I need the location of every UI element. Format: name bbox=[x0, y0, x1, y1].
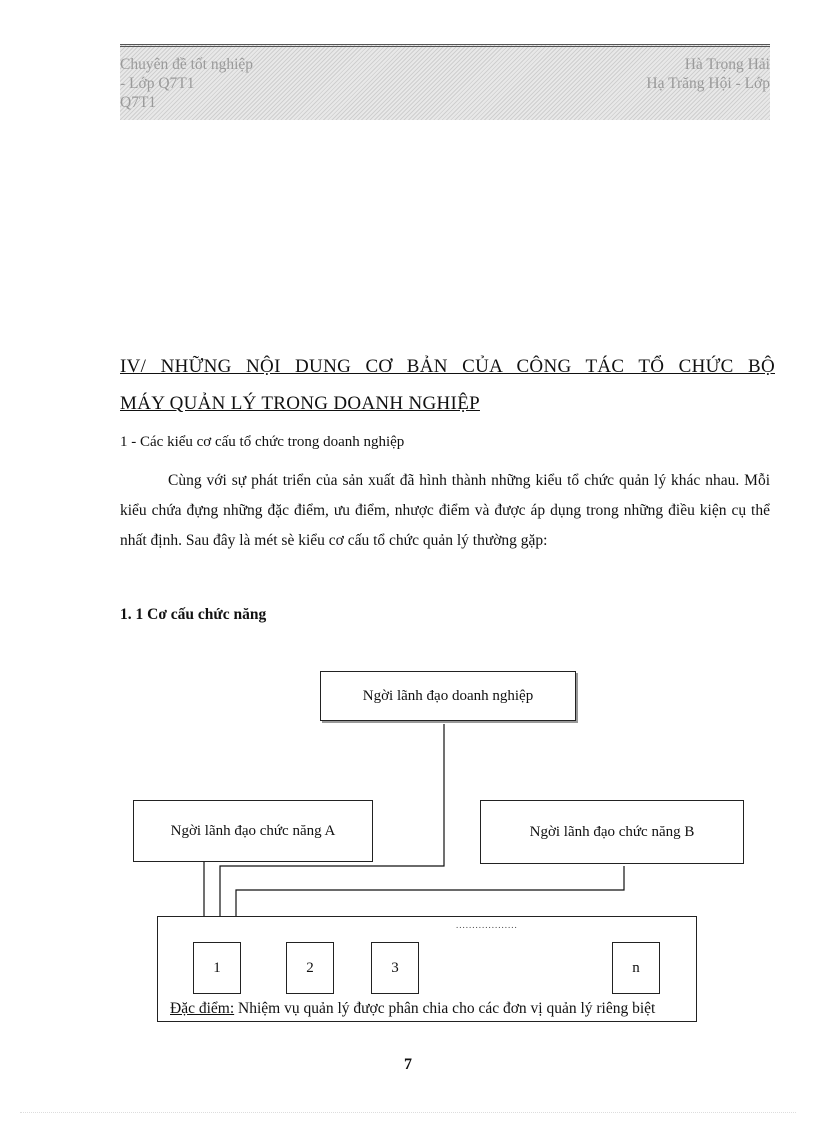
subheading: 1 - Các kiểu cơ cấu tổ chức trong doanh nghiệp bbox=[120, 434, 405, 450]
unit-box bbox=[286, 942, 334, 994]
unit-label: 2 bbox=[306, 959, 314, 976]
header-left-line: Q7T1 bbox=[120, 94, 157, 111]
header-right-line: Hạ Trăng Hội - Lớp bbox=[646, 75, 770, 92]
ceo-box bbox=[320, 671, 576, 721]
page-number: 7 bbox=[404, 1056, 412, 1073]
subsection-title: 1. 1 Cơ cấu chức năng bbox=[120, 606, 267, 623]
unit-box bbox=[371, 942, 419, 994]
function-b-label: Ngời lãnh đạo chức năng B bbox=[529, 823, 695, 840]
footer-divider bbox=[20, 1112, 796, 1113]
function-a-box bbox=[133, 800, 373, 862]
unit-box bbox=[612, 942, 660, 994]
section-heading-line-2: MÁY QUẢN LÝ TRONG DOANH NGHIỆP bbox=[120, 393, 480, 414]
body-paragraph: Cùng với sự phát triển của sản xuất đã hình thành những kiểu tổ chức quản lý khác nhau. Mỗi kiểu chứa đựng những đặc điểm, ưu điểm, nhược điểm và được áp dụng trong những điều kiện cụ thể nhất định. Sau đây là mét sè kiểu cơ cấu tổ chức quản lý thường gặp: bbox=[120, 472, 770, 549]
caption-text: Nhiệm vụ quản lý được phân chia cho các đơn vị quản lý riêng biệt bbox=[234, 1000, 656, 1017]
unit-label: 3 bbox=[391, 959, 399, 976]
unit-label: 1 bbox=[213, 959, 221, 976]
caption-label: Đặc điểm: bbox=[170, 1000, 235, 1017]
header-right-line: Hà Trọng Hải bbox=[684, 56, 770, 73]
unit-box bbox=[193, 942, 241, 994]
function-a-label: Ngời lãnh đạo chức năng A bbox=[170, 822, 336, 839]
header-left-line: - Lớp Q7T1 bbox=[120, 75, 195, 92]
diagram-caption bbox=[170, 1000, 655, 1018]
function-b-box bbox=[480, 800, 744, 864]
header-left-line: Chuyên đề tốt nghiệp bbox=[120, 56, 254, 73]
unit-label: n bbox=[632, 959, 640, 976]
section-heading-line-1: IV/ NHỮNG NỘI DUNG CƠ BẢN CỦA CÔNG TÁC TỔ CHỨC BỘ bbox=[120, 356, 775, 377]
ceo-box-label: Ngời lãnh đạo doanh nghiệp bbox=[362, 687, 534, 704]
dotted-marker: ................... bbox=[456, 920, 518, 930]
